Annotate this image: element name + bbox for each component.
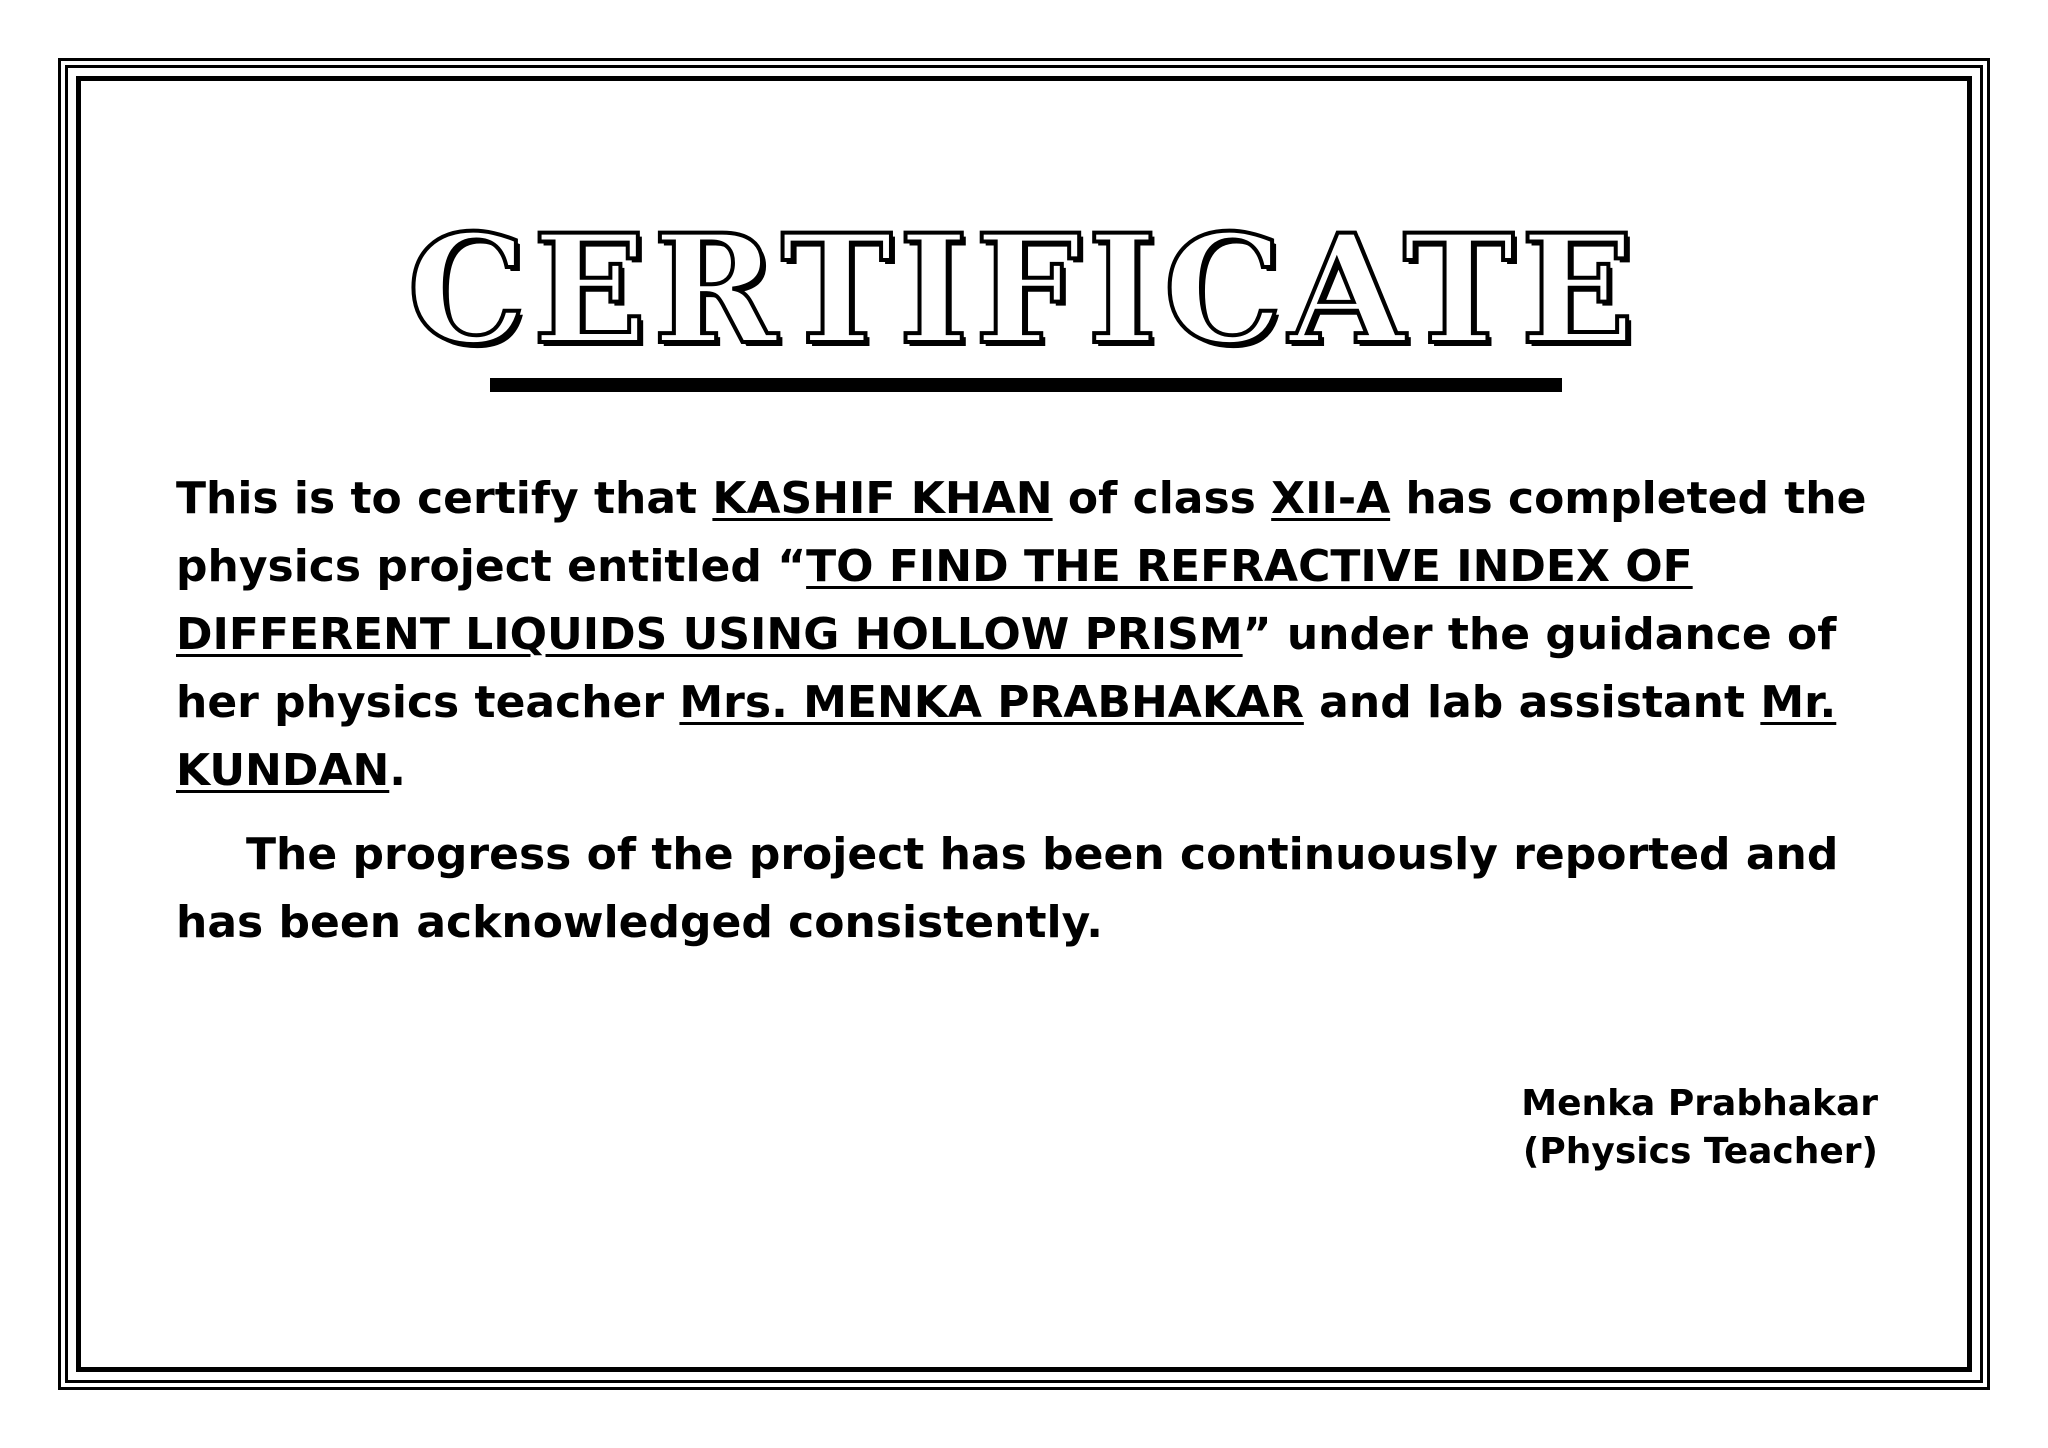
text-segment: of class	[1052, 473, 1272, 524]
signatory-role: (Physics Teacher)	[1522, 1131, 1878, 1172]
teacher-name: Mrs. MENKA PRABHAKAR	[679, 677, 1304, 728]
project-title: TO FIND THE REFRACTIVE INDEX OF DIFFERENT LIQUIDS USING HOLLOW PRISM	[176, 541, 1693, 660]
student-name: KASHIF KHAN	[712, 473, 1053, 524]
certificate-title: CERTIFICATE	[407, 202, 1641, 378]
text-segment: and lab assistant	[1303, 677, 1761, 728]
text-segment: This is to certify that	[176, 473, 713, 524]
text-segment: has completed the physics project entitled “	[176, 473, 1867, 592]
certificate-body	[176, 465, 1896, 957]
signature-block	[1521, 1080, 1878, 1176]
assistant-name: Mr. KUNDAN	[176, 677, 1837, 796]
title-underline	[490, 378, 1562, 392]
text-segment: .	[389, 745, 406, 796]
progress-paragraph	[176, 821, 1896, 957]
certification-paragraph	[176, 465, 1896, 805]
class-name: XII-A	[1271, 473, 1391, 524]
text-segment: ” under the guidance of her physics teacher	[176, 609, 1837, 728]
signatory-name: Menka Prabhakar	[1521, 1083, 1878, 1124]
progress-text: The progress of the project has been continuously reported and has been acknowledged consistently.	[176, 829, 1839, 948]
